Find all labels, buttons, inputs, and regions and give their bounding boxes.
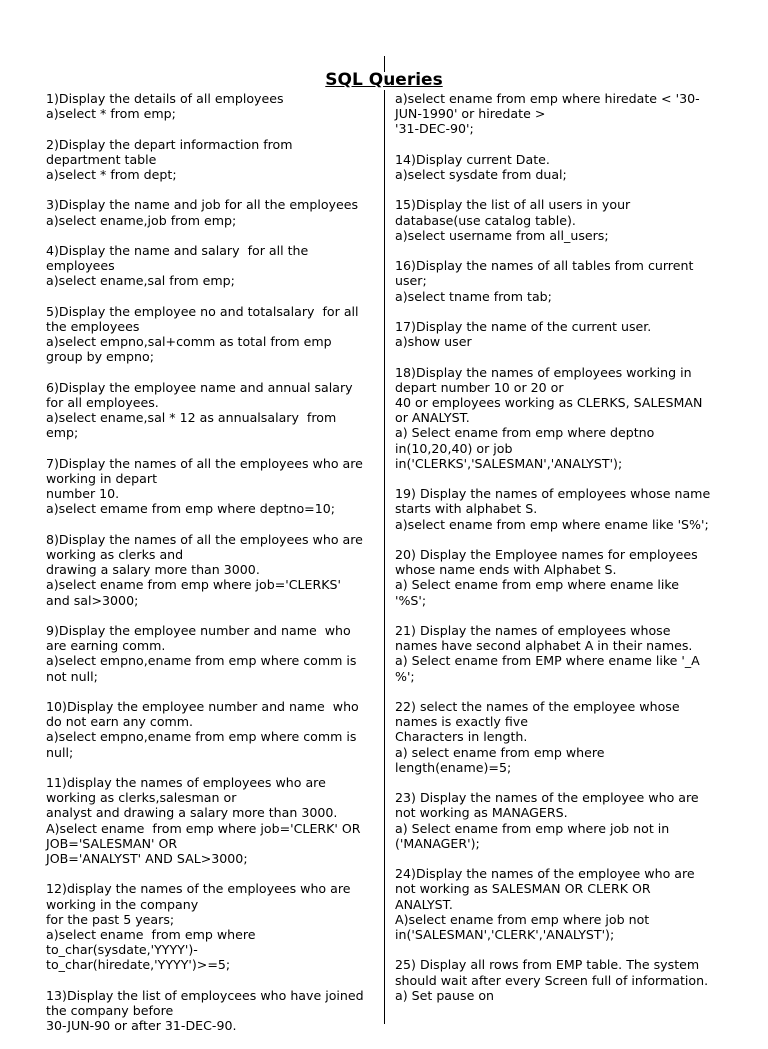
query-line: to_char(sysdate,'YYYY')- [46, 942, 198, 958]
query-item [46, 91, 380, 121]
right-column [395, 91, 725, 1018]
query-line: the employees [46, 318, 140, 334]
query-item [46, 775, 380, 866]
query-line: 8)Display the names of all the employees who are [46, 531, 363, 547]
query-line: a)select ename from emp where ename like 'S%'; [395, 516, 709, 532]
query-line: in(10,20,40) or job [395, 440, 513, 456]
query-line: are earning comm. [46, 638, 166, 654]
query-line: 12)display the names of the employees who are [46, 881, 351, 897]
query-item [395, 258, 725, 304]
query-line: a) select ename from emp where [395, 744, 605, 760]
query-line: in('SALESMAN','CLERK','ANALYST'); [395, 927, 615, 942]
query-line: not working as SALESMAN OR CLERK OR [395, 881, 651, 897]
query-item [46, 881, 380, 972]
query-line: a)select sysdate from dual; [395, 167, 567, 182]
query-line: 21) Display the names of employees whose [395, 622, 671, 638]
query-line: 14)Display current Date. [395, 151, 550, 167]
query-item [395, 699, 725, 775]
query-line: a)select ename,job from emp; [46, 212, 237, 228]
query-line: 30-JUN-90 or after 31-DEC-90. [46, 1018, 237, 1034]
query-line: in('CLERKS','SALESMAN','ANALYST'); [395, 455, 623, 471]
query-line: working in depart [46, 470, 158, 486]
query-line: a)select empno,ename from emp where comm is [46, 653, 357, 669]
query-item [46, 197, 380, 227]
query-line: 22) select the names of the employee whose [395, 698, 680, 714]
query-line: 23) Display the names of the employee who are [395, 790, 699, 806]
query-line: a)select ename,sal * 12 as annualsalary from [46, 410, 337, 426]
query-item [46, 380, 380, 441]
query-item [395, 547, 725, 608]
query-item [46, 137, 380, 183]
query-line: 6)Display the employee name and annual salary [46, 379, 353, 395]
query-line: 16)Display the names of all tables from current [395, 258, 694, 274]
query-line: department table [46, 151, 157, 167]
query-line: analyst and drawing a salary more than 3000. [46, 805, 338, 821]
query-line: a)select ename,sal from emp; [46, 273, 235, 289]
query-item [395, 790, 725, 851]
query-line: '%S'; [395, 592, 427, 608]
query-line: 7)Display the names of all the employees who are [46, 455, 363, 471]
query-line: '31-DEC-90'; [395, 121, 474, 137]
query-line: a)select ename from emp where job='CLERKS' [46, 577, 341, 593]
query-line: length(ename)=5; [395, 759, 512, 775]
query-line: 18)Display the names of employees working in [395, 364, 692, 380]
query-line: a) Set pause on [395, 987, 495, 1003]
query-line: A)select ename from emp where job not [395, 911, 650, 927]
query-line: to_char(hiredate,'YYYY')>=5; [46, 957, 231, 973]
query-line: do not earn any comm. [46, 714, 194, 730]
page-title: SQL Queries [325, 70, 443, 90]
query-item [395, 319, 725, 349]
query-line: a)select * from dept; [46, 167, 177, 182]
query-line: a)select tname from tab; [395, 288, 552, 304]
query-line: number 10. [46, 486, 120, 502]
query-line: 4)Display the name and salary for all the [46, 242, 309, 258]
query-line: employees [46, 258, 115, 274]
query-line: should wait after every Screen full of information. [395, 972, 709, 988]
query-item [395, 365, 725, 471]
query-item [395, 197, 725, 243]
query-line: a)select empno,ename from emp where comm is [46, 729, 357, 745]
query-line: JOB='SALESMAN' OR [46, 835, 178, 851]
query-line: 1)Display the details of all employees [46, 91, 284, 106]
query-line: 15)Display the list of all users in your [395, 197, 631, 213]
query-line: %'; [395, 668, 415, 684]
query-line: not working as MANAGERS. [395, 805, 568, 821]
query-line: Characters in length. [395, 729, 528, 745]
query-item [395, 957, 725, 1003]
left-column [46, 91, 380, 1049]
query-item [46, 456, 380, 517]
query-line: 24)Display the names of the employee who are [395, 866, 695, 882]
query-line: names have second alphabet A in their names. [395, 638, 693, 654]
query-line: 13)Display the list of employcees who have joined [46, 987, 364, 1003]
query-line: database(use catalog table). [395, 212, 576, 228]
query-line: 10)Display the employee number and name who [46, 698, 359, 714]
query-line: a) Select ename from EMP where ename like '_A [395, 653, 700, 669]
query-line: 11)display the names of employees who are [46, 774, 326, 790]
query-line: and sal>3000; [46, 592, 139, 608]
query-item [46, 243, 380, 289]
query-item [46, 699, 380, 760]
query-item [46, 532, 380, 608]
query-line: 40 or employees working as CLERKS, SALESMAN [395, 394, 703, 410]
query-item [395, 486, 725, 532]
query-line: drawing a salary more than 3000. [46, 562, 260, 578]
query-line: 2)Display the depart informaction from [46, 136, 293, 152]
query-line: working as clerks and [46, 546, 184, 562]
query-item [395, 152, 725, 182]
query-line: A)select ename from emp where job='CLERK' OR [46, 820, 361, 836]
query-line: depart number 10 or 20 or [395, 379, 564, 395]
query-line: working in the company [46, 896, 199, 912]
query-line: 5)Display the employee no and totalsalary for all [46, 303, 359, 319]
query-item [46, 988, 380, 1034]
query-item [395, 866, 725, 942]
query-line: a) Select ename from emp where job not in [395, 820, 670, 836]
query-line: 17)Display the name of the current user. [395, 318, 652, 334]
query-item [46, 623, 380, 684]
query-line: names is exactly five [395, 714, 528, 730]
query-line: group by empno; [46, 349, 154, 365]
query-line: a) Select ename from emp where ename like [395, 577, 680, 593]
query-line: a) Select ename from emp where deptno [395, 425, 655, 441]
query-line: not null; [46, 668, 98, 684]
query-line: ('MANAGER'); [395, 835, 480, 851]
query-line: user; [395, 273, 427, 289]
query-line: 19) Display the names of employees whose name [395, 486, 711, 502]
query-line: JUN-1990' or hiredate > [395, 106, 546, 122]
query-line: whose name ends with Alphabet S. [395, 562, 617, 578]
query-item [395, 91, 725, 137]
query-line: a)show user [395, 334, 472, 350]
query-line: a)select username from all_users; [395, 227, 609, 243]
query-line: the company before [46, 1003, 174, 1018]
query-line: 20) Display the Employee names for employees [395, 546, 698, 562]
query-line: for the past 5 years; [46, 911, 175, 927]
query-line: a)select * from emp; [46, 106, 176, 122]
query-line: a)select ename from emp where [46, 927, 256, 942]
query-line: a)select ename from emp where hiredate < '30- [395, 91, 700, 106]
query-line: for all employees. [46, 394, 159, 410]
query-line: starts with alphabet S. [395, 501, 538, 517]
query-line: working as clerks,salesman or [46, 790, 237, 806]
query-item [395, 623, 725, 684]
query-line: 3)Display the name and job for all the employees [46, 197, 359, 213]
query-line: emp; [46, 425, 79, 441]
query-line: null; [46, 744, 74, 760]
query-line: JOB='ANALYST' AND SAL>3000; [46, 851, 248, 866]
query-line: a)select emame from emp where deptno=10; [46, 501, 335, 517]
query-line: a)select empno,sal+comm as total from emp [46, 334, 332, 350]
query-item [46, 304, 380, 365]
query-line: 9)Display the employee number and name who [46, 622, 351, 638]
query-line: 25) Display all rows from EMP table. The system [395, 957, 700, 973]
query-line: or ANALYST. [395, 410, 470, 426]
column-divider [384, 90, 385, 1024]
query-line: ANALYST. [395, 896, 453, 912]
